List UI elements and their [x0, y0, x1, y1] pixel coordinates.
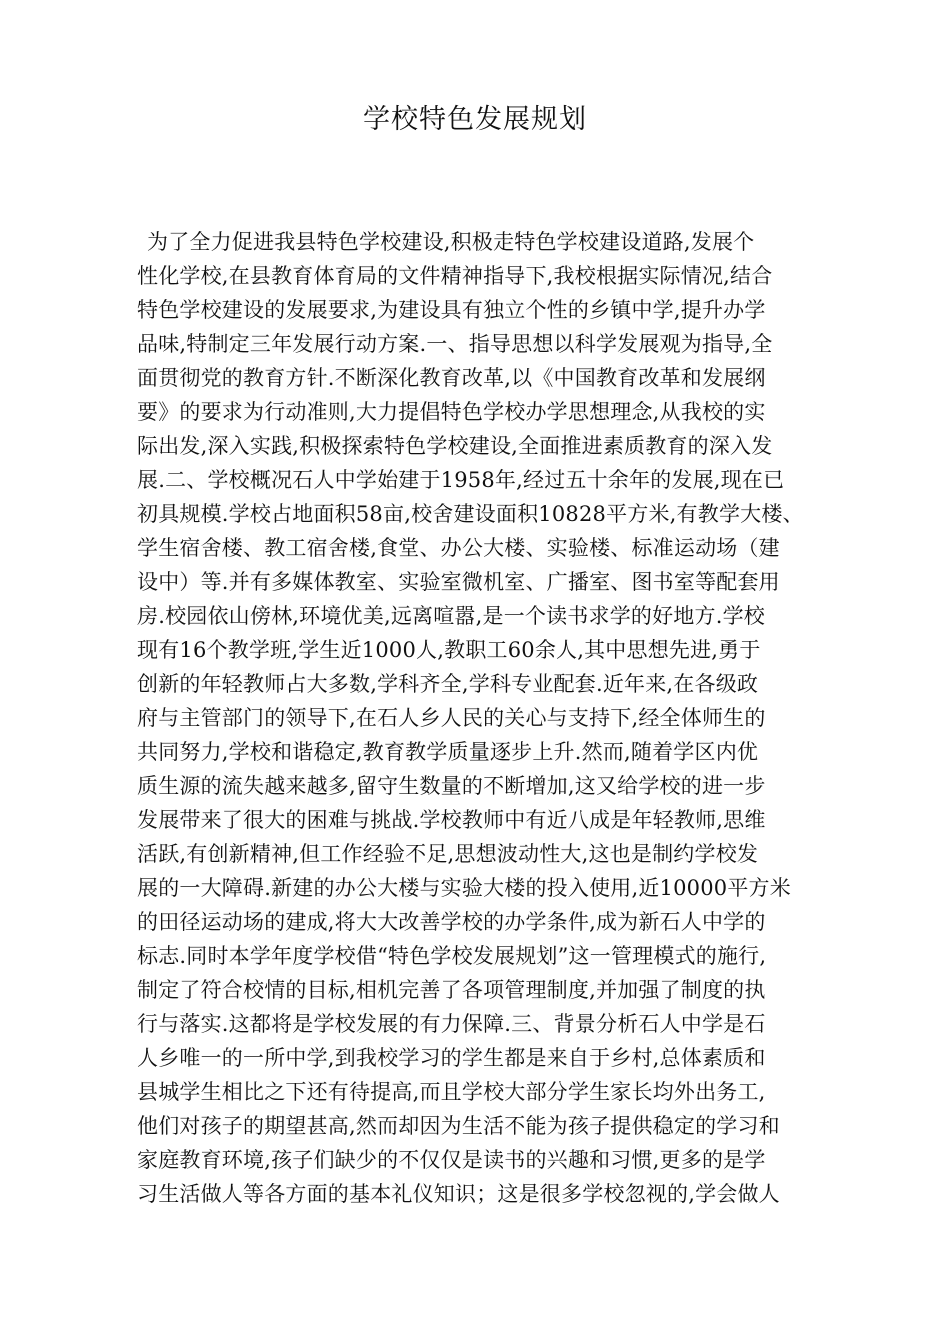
paragraph-line: 学生宿舍楼、教工宿舍楼,食堂、办公大楼、实验楼、标准运动场（建 — [137, 536, 780, 560]
paragraph-line: 面贯彻党的教育方针.不断深化教育改革,以《中国教育改革和发展纲 — [137, 366, 766, 390]
paragraph-line: 人乡唯一的一所中学,到我校学习的学生都是来自于乡村,总体素质和 — [137, 1046, 766, 1070]
paragraph-line: 特色学校建设的发展要求,为建设具有独立个性的乡镇中学,提升办学 — [137, 298, 766, 322]
paragraph-line: 要》的要求为行动准则,大力提倡特色学校办学思想理念,从我校的实 — [137, 400, 766, 424]
paragraph-line: 府与主管部门的领导下,在石人乡人民的关心与支持下,经全体师生的 — [137, 706, 766, 730]
paragraph-line: 房.校园依山傍林,环境优美,远离喧嚣,是一个读书求学的好地方.学校 — [137, 604, 765, 628]
paragraph-line: 标志.同时本学年度学校借“特色学校发展规划”这一管理模式的施行, — [137, 944, 767, 968]
paragraph-line: 初具规模.学校占地面积58亩,校舍建设面积10828平方米,有教学大楼、 — [137, 502, 804, 526]
paragraph-line: 际出发,深入实践,积极探索特色学校建设,全面推进素质教育的深入发 — [137, 434, 773, 458]
paragraph-line: 展的一大障碍.新建的办公大楼与实验大楼的投入使用,近10000平方米 — [137, 876, 791, 900]
paragraph-line: 展.二、学校概况石人中学始建于1958年,经过五十余年的发展,现在已 — [137, 468, 785, 492]
paragraph-line: 县城学生相比之下还有待提高,而且学校大部分学生家长均外出务工, — [137, 1080, 766, 1104]
paragraph-line: 的田径运动场的建成,将大大改善学校的办学条件,成为新石人中学的 — [137, 910, 766, 934]
paragraph-line: 制定了符合校情的目标,相机完善了各项管理制度,并加强了制度的执 — [137, 978, 766, 1002]
document-title: 学校特色发展规划 — [363, 104, 587, 135]
paragraph-line: 设中）等.并有多媒体教室、实验室微机室、广播室、图书室等配套用 — [137, 570, 780, 594]
paragraph-line: 性化学校,在县教育体育局的文件精神指导下,我校根据实际情况,结合 — [137, 264, 773, 288]
paragraph-line: 共同努力,学校和谐稳定,教育教学质量逐步上升.然而,随着学区内优 — [137, 740, 759, 764]
paragraph-line: 创新的年轻教师占大多数,学科齐全,学科专业配套.近年来,在各级政 — [137, 672, 759, 696]
paragraph-line: 发展带来了很大的困难与挑战.学校教师中有近八成是年轻教师,思维 — [137, 808, 766, 832]
paragraph-line: 现有16个教学班,学生近1000人,教职工60余人,其中思想先进,勇于 — [137, 638, 761, 662]
paragraph-line: 品味,特制定三年发展行动方案.一、指导思想以科学发展观为指导,全 — [137, 332, 773, 356]
paragraph-line: 质生源的流失越来越多,留守生数量的不断增加,这又给学校的进一步 — [137, 774, 766, 798]
paragraph-line: 家庭教育环境,孩子们缺少的不仅仅是读书的兴趣和习惯,更多的是学 — [137, 1148, 766, 1172]
paragraph-line: 为了全力促进我县特色学校建设,积极走特色学校建设道路,发展个 — [147, 230, 755, 254]
document-body — [137, 225, 837, 1211]
paragraph-line: 行与落实.这都将是学校发展的有力保障.三、背景分析石人中学是石 — [137, 1012, 766, 1036]
paragraph-line: 活跃,有创新精神,但工作经验不足,思想波动性大,这也是制约学校发 — [137, 842, 759, 866]
paragraph-line: 他们对孩子的期望甚高,然而却因为生活不能为孩子提供稳定的学习和 — [137, 1114, 780, 1138]
paragraph-line: 习生活做人等各方面的基本礼仪知识；这是很多学校忽视的,学会做人 — [137, 1182, 780, 1206]
